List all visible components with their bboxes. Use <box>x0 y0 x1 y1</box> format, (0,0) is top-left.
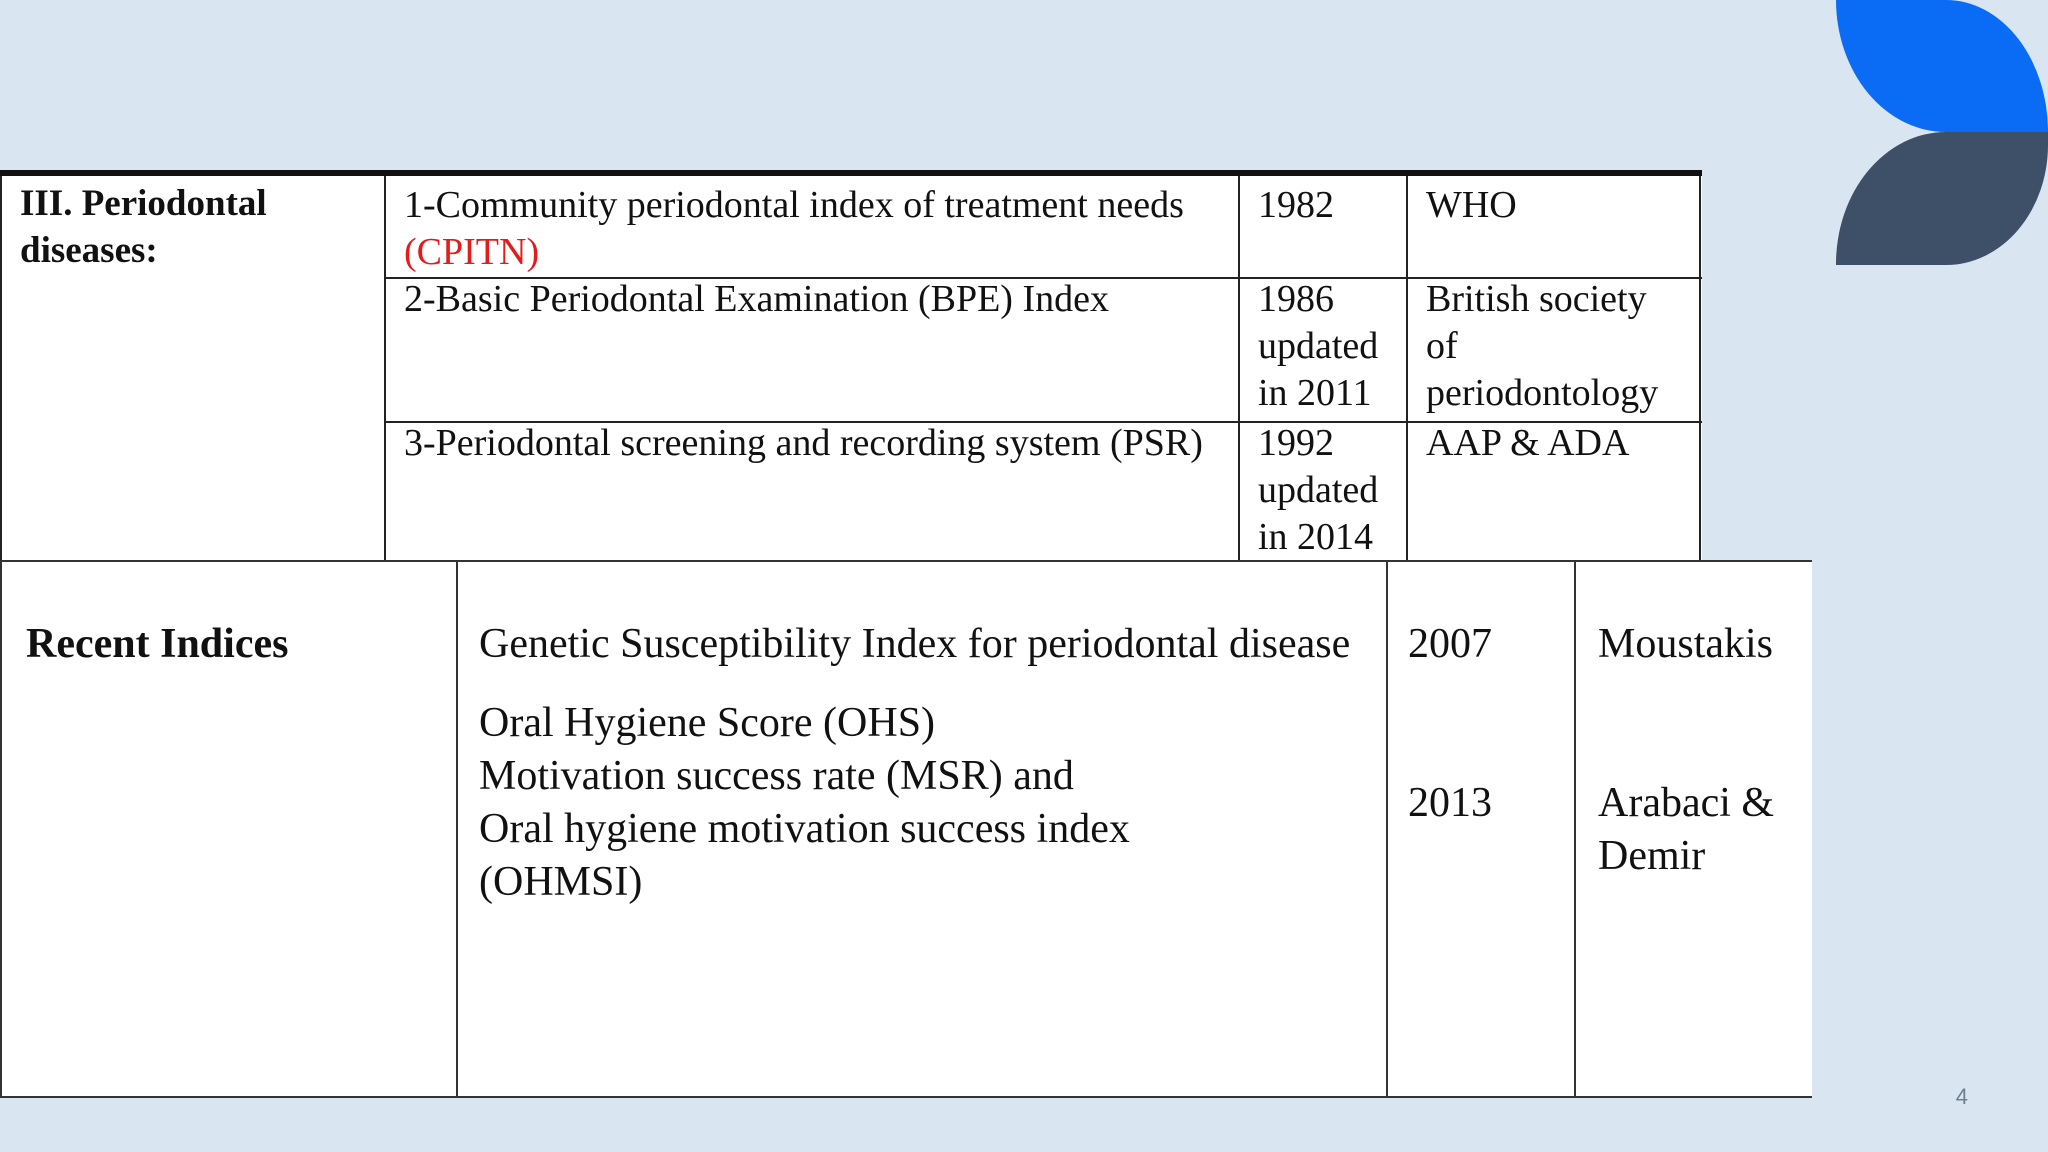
table-row-index: 2-Basic Periodontal Examination (BPE) Index <box>404 278 1109 320</box>
table-row-author: WHO <box>1426 184 1517 226</box>
oral-hygiene-indices: Oral Hygiene Score (OHS) Motivation success rate (MSR) and Oral hygiene motivation success index (OHMSI) <box>479 700 1130 905</box>
recent-index-descriptions <box>479 618 1369 909</box>
category-label: III. Periodontal diseases: <box>20 183 267 271</box>
periodontal-indices-table <box>0 170 1702 560</box>
genetic-susceptibility-index: Genetic Susceptibility Index for periodontal disease <box>479 621 1351 667</box>
table-row-index: 1-Community periodontal index of treatment needs (CPITN) <box>404 184 1184 273</box>
recent-index-authors: Moustakis Arabaci & Demir <box>1598 621 1775 879</box>
table-row-index: 3-Periodontal screening and recording system (PSR) <box>404 422 1203 464</box>
category-label: Recent Indices <box>26 621 289 667</box>
table-row-author: AAP & ADA <box>1426 422 1630 464</box>
logo-top-shape <box>1836 0 2048 132</box>
table-border <box>0 176 2 560</box>
slide-number: 4 <box>1955 1084 1968 1109</box>
column-divider <box>1386 562 1388 1098</box>
column-divider <box>1574 562 1576 1098</box>
logo-bottom-shape <box>1836 132 2048 265</box>
column-divider <box>456 562 458 1098</box>
recent-index-years: 2007 2013 <box>1408 621 1492 826</box>
table-row-year: 1982 <box>1258 184 1334 226</box>
recent-indices-table <box>0 560 1812 1098</box>
table-border <box>1699 176 1701 560</box>
table-row-author: British society of periodontology <box>1426 278 1659 414</box>
table-row-year: 1986 updated in 2011 <box>1258 278 1379 414</box>
column-divider <box>1238 176 1240 560</box>
index-abbreviation: (CPITN) <box>404 231 540 273</box>
table-top-border <box>0 170 1702 176</box>
column-divider <box>384 176 386 560</box>
brand-logo-icon <box>1836 0 2048 265</box>
table-row-year: 1992 updated in 2014 <box>1258 422 1379 558</box>
column-divider <box>1406 176 1408 560</box>
